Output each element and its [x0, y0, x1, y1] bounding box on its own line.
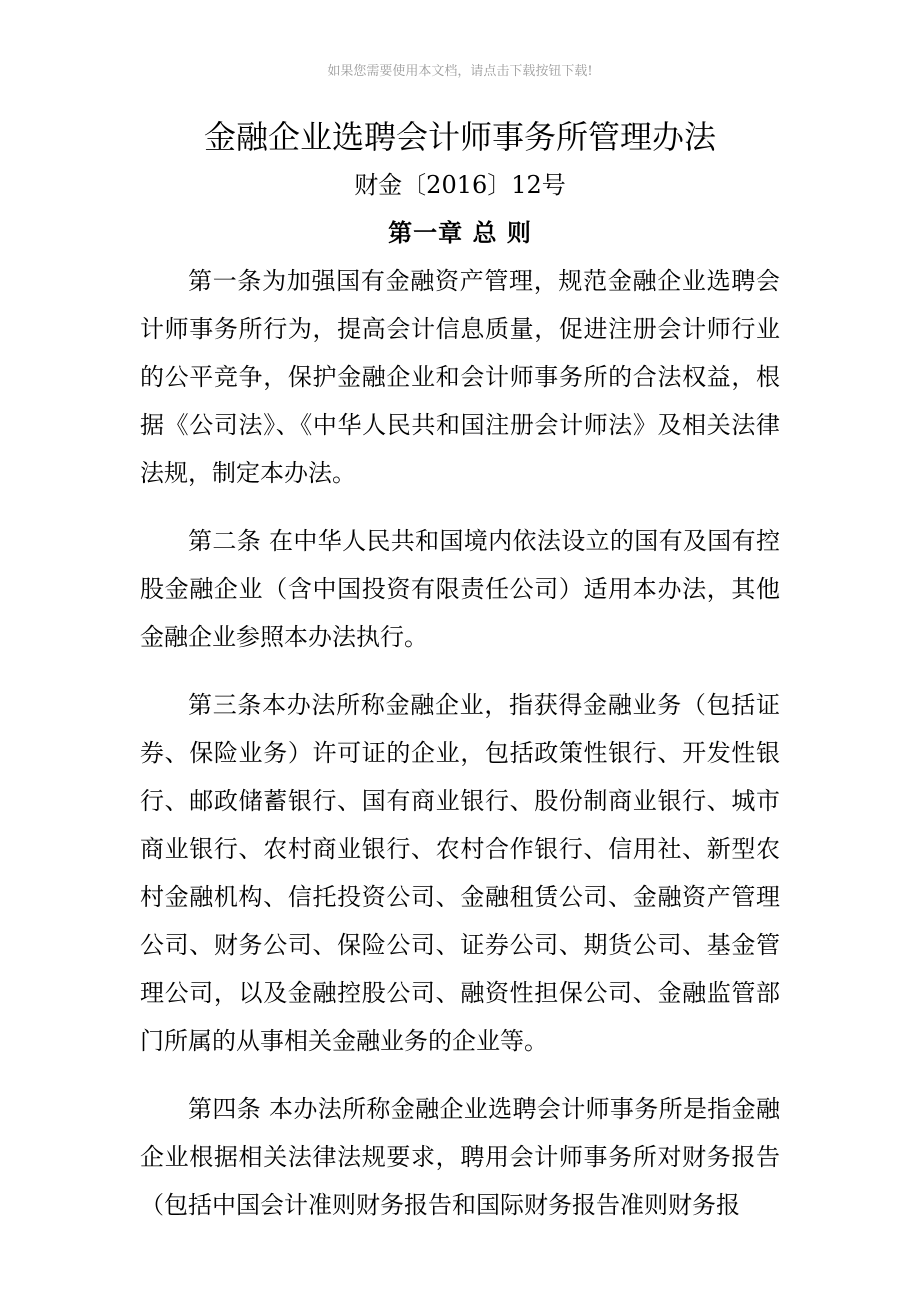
download-notice: 如果您需要使用本文档，请点击下载按钮下载! [327, 64, 593, 79]
article-4: 第四条 本办法所称金融企业选聘会计师事务所是指金融企业根据相关法律法规要求，聘用会计师事务所对财务报告（包括中国会计准则财务报告和国际财务报告准则财务报 [140, 1095, 780, 1219]
chapter-heading: 第一章 总 则 [388, 219, 532, 247]
document-title: 金融企业选聘会计师事务所管理办法 [203, 118, 716, 156]
article-1: 第一条为加强国有金融资产管理，规范金融企业选聘会计师事务所行为，提高会计信息质量，促进注册会计师行业的公平竞争，保护金融企业和会计师事务所的合法权益，根据《公司法》、《中华人民共和国注册会计师法》及相关法律法规，制定本办法。 [140, 267, 780, 487]
document-number: 财金〔2016〕12号 [354, 171, 566, 199]
article-2: 第二条 在中华人民共和国境内依法设立的国有及国有控股金融企业（含中国投资有限责任公司）适用本办法，其他金融企业参照本办法执行。 [140, 527, 780, 651]
document-body [140, 257, 780, 1249]
article-3: 第三条本办法所称金融企业，指获得金融业务（包括证券、保险业务）许可证的企业，包括政策性银行、开发性银行、邮政储蓄银行、国有商业银行、股份制商业银行、城市商业银行、农村商业银行、农村合作银行、信用社、新型农村金融机构、信托投资公司、金融租赁公司、金融资产管理公司、财务公司、保险公司、证券公司、期货公司、基金管理公司，以及金融控股公司、融资性担保公司、金融监管部门所属的从事相关金融业务的企业等。 [140, 691, 780, 1055]
